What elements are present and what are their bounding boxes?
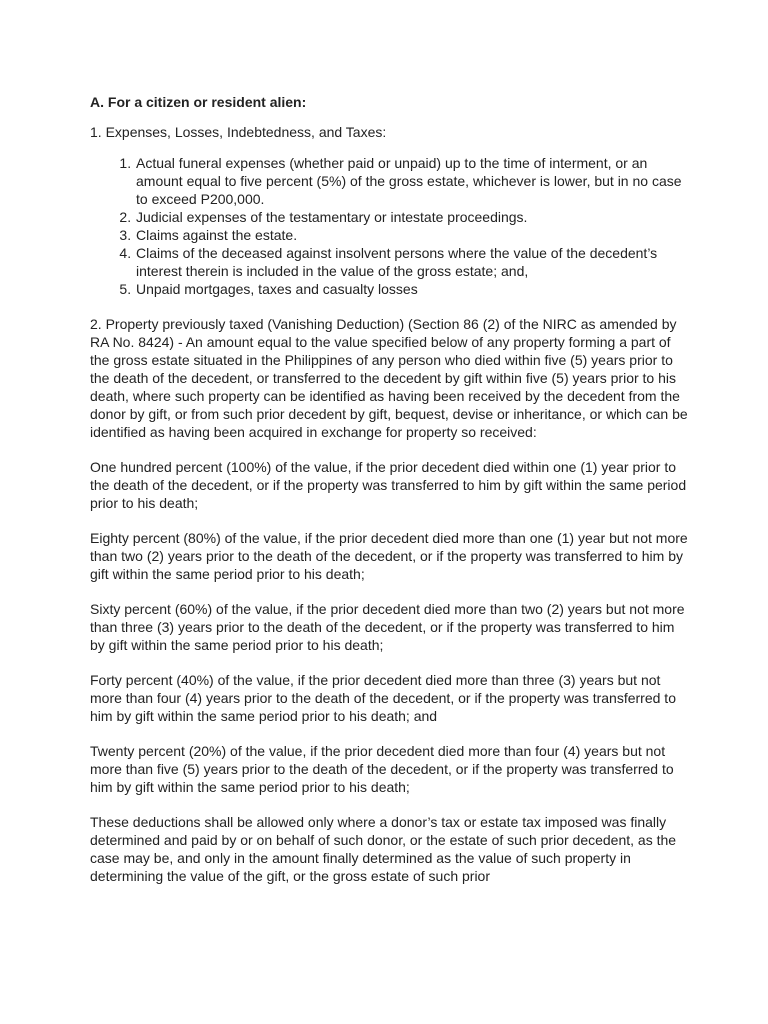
expenses-list bbox=[90, 154, 690, 298]
list-item: 1. Actual funeral expenses (whether paid or unpaid) up to the time of interment, or an amount equal to five percent (5%) of the gross estate, whichever is lower, but in no case to exceed P200,000. bbox=[135, 154, 690, 208]
paragraph-100-percent: One hundred percent (100%) of the value, if the prior decedent died within one (1) year prior to the death of the decedent, or if the property was transferred to him by gift within the same period prior to his death; bbox=[90, 459, 687, 511]
paragraph-20-percent: Twenty percent (20%) of the value, if the prior decedent died more than four (4) years but not more than five (5) years prior to the death of the decedent, or if the property was transferred to him by gift within the same period prior to his death; bbox=[90, 743, 674, 795]
paragraph-60-percent: Sixty percent (60%) of the value, if the prior decedent died more than two (2) years but not more than three (3) years prior to the death of the decedent, or if the property was transferred to him by gift within the same period prior to his death; bbox=[90, 601, 685, 653]
document-page bbox=[90, 93, 690, 902]
list-item: 4. Claims of the deceased against insolvent persons where the value of the decedent’s interest therein is included in the value of the gross estate; and, bbox=[135, 244, 690, 280]
list-item: 3. Claims against the estate. bbox=[135, 226, 690, 244]
list-item: 2. Judicial expenses of the testamentary or intestate proceedings. bbox=[135, 208, 690, 226]
list-item: 5. Unpaid mortgages, taxes and casualty losses bbox=[135, 280, 690, 298]
section-heading: A. For a citizen or resident alien: bbox=[90, 94, 307, 110]
subsection-title-expenses: 1. Expenses, Losses, Indebtedness, and Taxes: bbox=[90, 124, 387, 140]
paragraph-deduction-conditions: These deductions shall be allowed only where a donor’s tax or estate tax imposed was finally determined and paid by or on behalf of such donor, or the estate of such prior decedent, as the case may be, and only in the amount finally determined as the value of such property in determining the value of the gift, or the gross estate of such prior bbox=[90, 814, 677, 884]
paragraph-80-percent: Eighty percent (80%) of the value, if the prior decedent died more than one (1) year but not more than two (2) years prior to the death of the decedent, or if the property was transferred to him by gift within the same period prior to his death; bbox=[90, 530, 688, 582]
vanishing-deduction-intro: 2. Property previously taxed (Vanishing Deduction) (Section 86 (2) of the NIRC as amended by RA No. 8424) - An amount equal to the value specified below of any property forming a part of the gross estate situated in the Philippines of any person who died within five (5) years prior to the death of the decedent, or transferred to the decedent by gift within five (5) years prior to his death, where such property can be identified as having been received by the decedent from the donor by gift, or from such prior decedent by gift, bequest, devise or inheritance, or which can be identified as having been acquired in exchange for property so received: bbox=[90, 316, 688, 440]
paragraph-40-percent: Forty percent (40%) of the value, if the prior decedent died more than three (3) years but not more than four (4) years prior to the death of the decedent, or if the property was transferred to him by gift within the same period prior to his death; and bbox=[90, 672, 676, 724]
